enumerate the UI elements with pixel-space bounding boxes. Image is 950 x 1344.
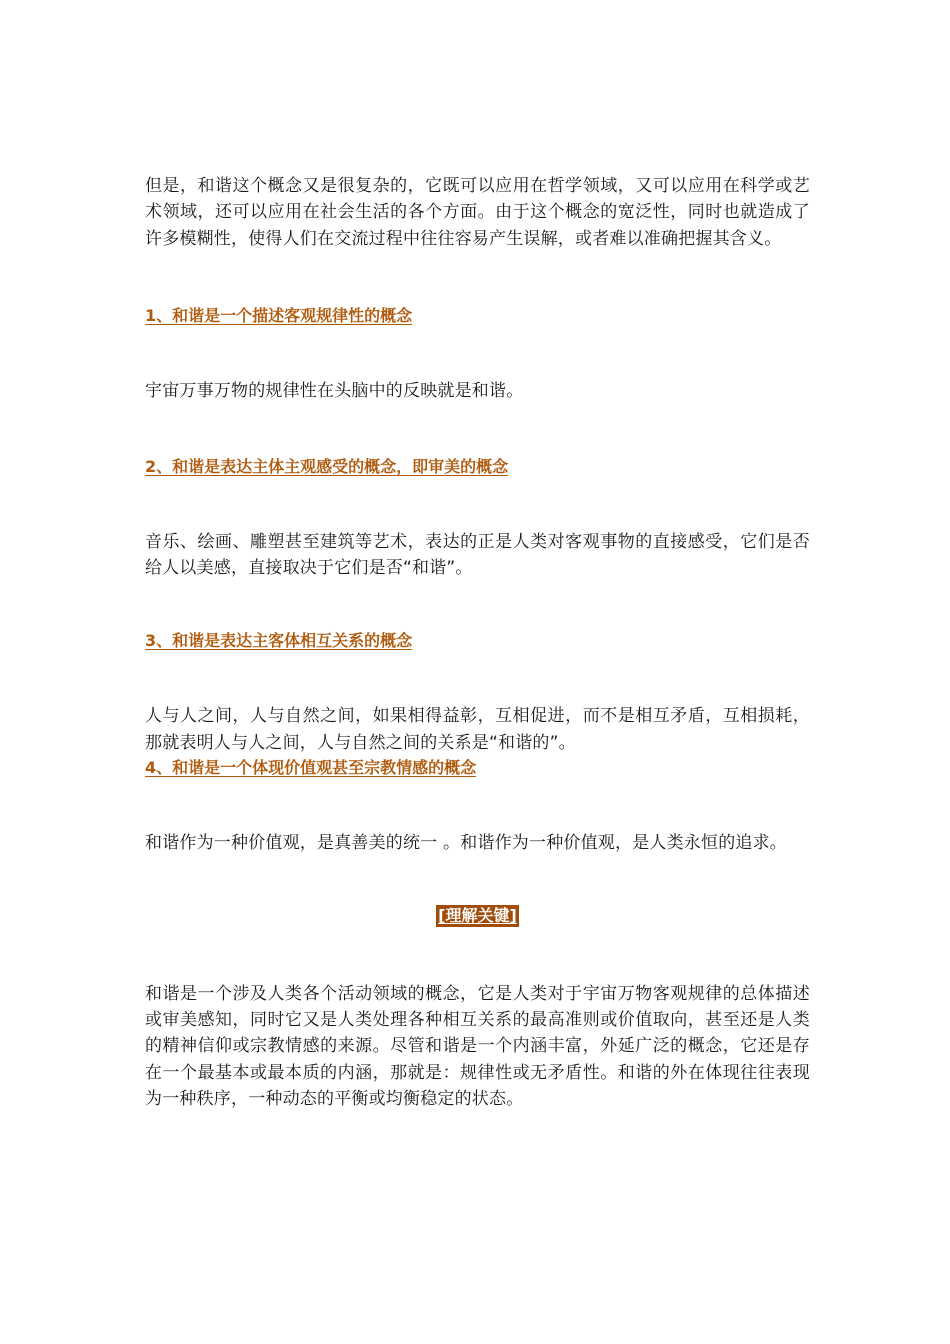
section-1-body: 宇宙万事万物的规律性在头脑中的反映就是和谐。 [145,381,524,402]
section-3-heading: 3、和谐是表达主客体相互关系的概念 [145,631,413,651]
section-4-body: 和谐作为一种价值观，是真善美的统一 。和谐作为一种价值观，是人类永恒的追求。 [145,833,788,854]
section-1-heading: 1、和谐是一个描述客观规律性的概念 [145,306,413,326]
section-2-heading: 2、和谐是表达主体主观感受的概念，即审美的概念 [145,456,509,476]
section-2-body: 音乐、绘画、雕塑甚至建筑等艺术，表达的正是人类对客观事物的直接感受，它们是否给人以美感，直接取决于它们是否“和谐”。 [145,531,810,579]
section-4-heading: 4、和谐是一个体现价值观甚至宗教情感的概念 [145,758,477,778]
intro-paragraph: 但是，和谐这个概念又是很复杂的，它既可以应用在哲学领域，又可以应用在科学或艺术领域，还可以应用在社会生活的各个方面。由于这个概念的宽泛性，同时也就造成了许多模糊性，使得人们在交流过程中往往容易产生误解，或者难以准确把握其含义。 [145,176,810,249]
key-paragraph: 和谐是一个涉及人类各个活动领域的概念，它是人类对于宇宙万物客观规律的总体描述或审美感知，同时它又是人类处理各种相互关系的最高准则或价值取向，甚至还是人类的精神信仰或宗教情感的来源。尽管和谐是一个内涵丰富，外延广泛的概念，它还是存在一个最基本或最本质的内涵，那就是：规律性或无矛盾性。和谐的外在体现往往表现为一种秩序，一种动态的平衡或均衡稳定的状态。 [145,983,810,1110]
document-page [145,173,810,1113]
key-label: [理解关键] [438,905,517,925]
key-label-row [145,905,810,927]
section-3-body: 人与人之间，人与自然之间，如果相得益彰，互相促进，而不是相互矛盾，互相损耗，那就表明人与人之间，人与自然之间的关系是“和谐的”。 [145,706,810,753]
